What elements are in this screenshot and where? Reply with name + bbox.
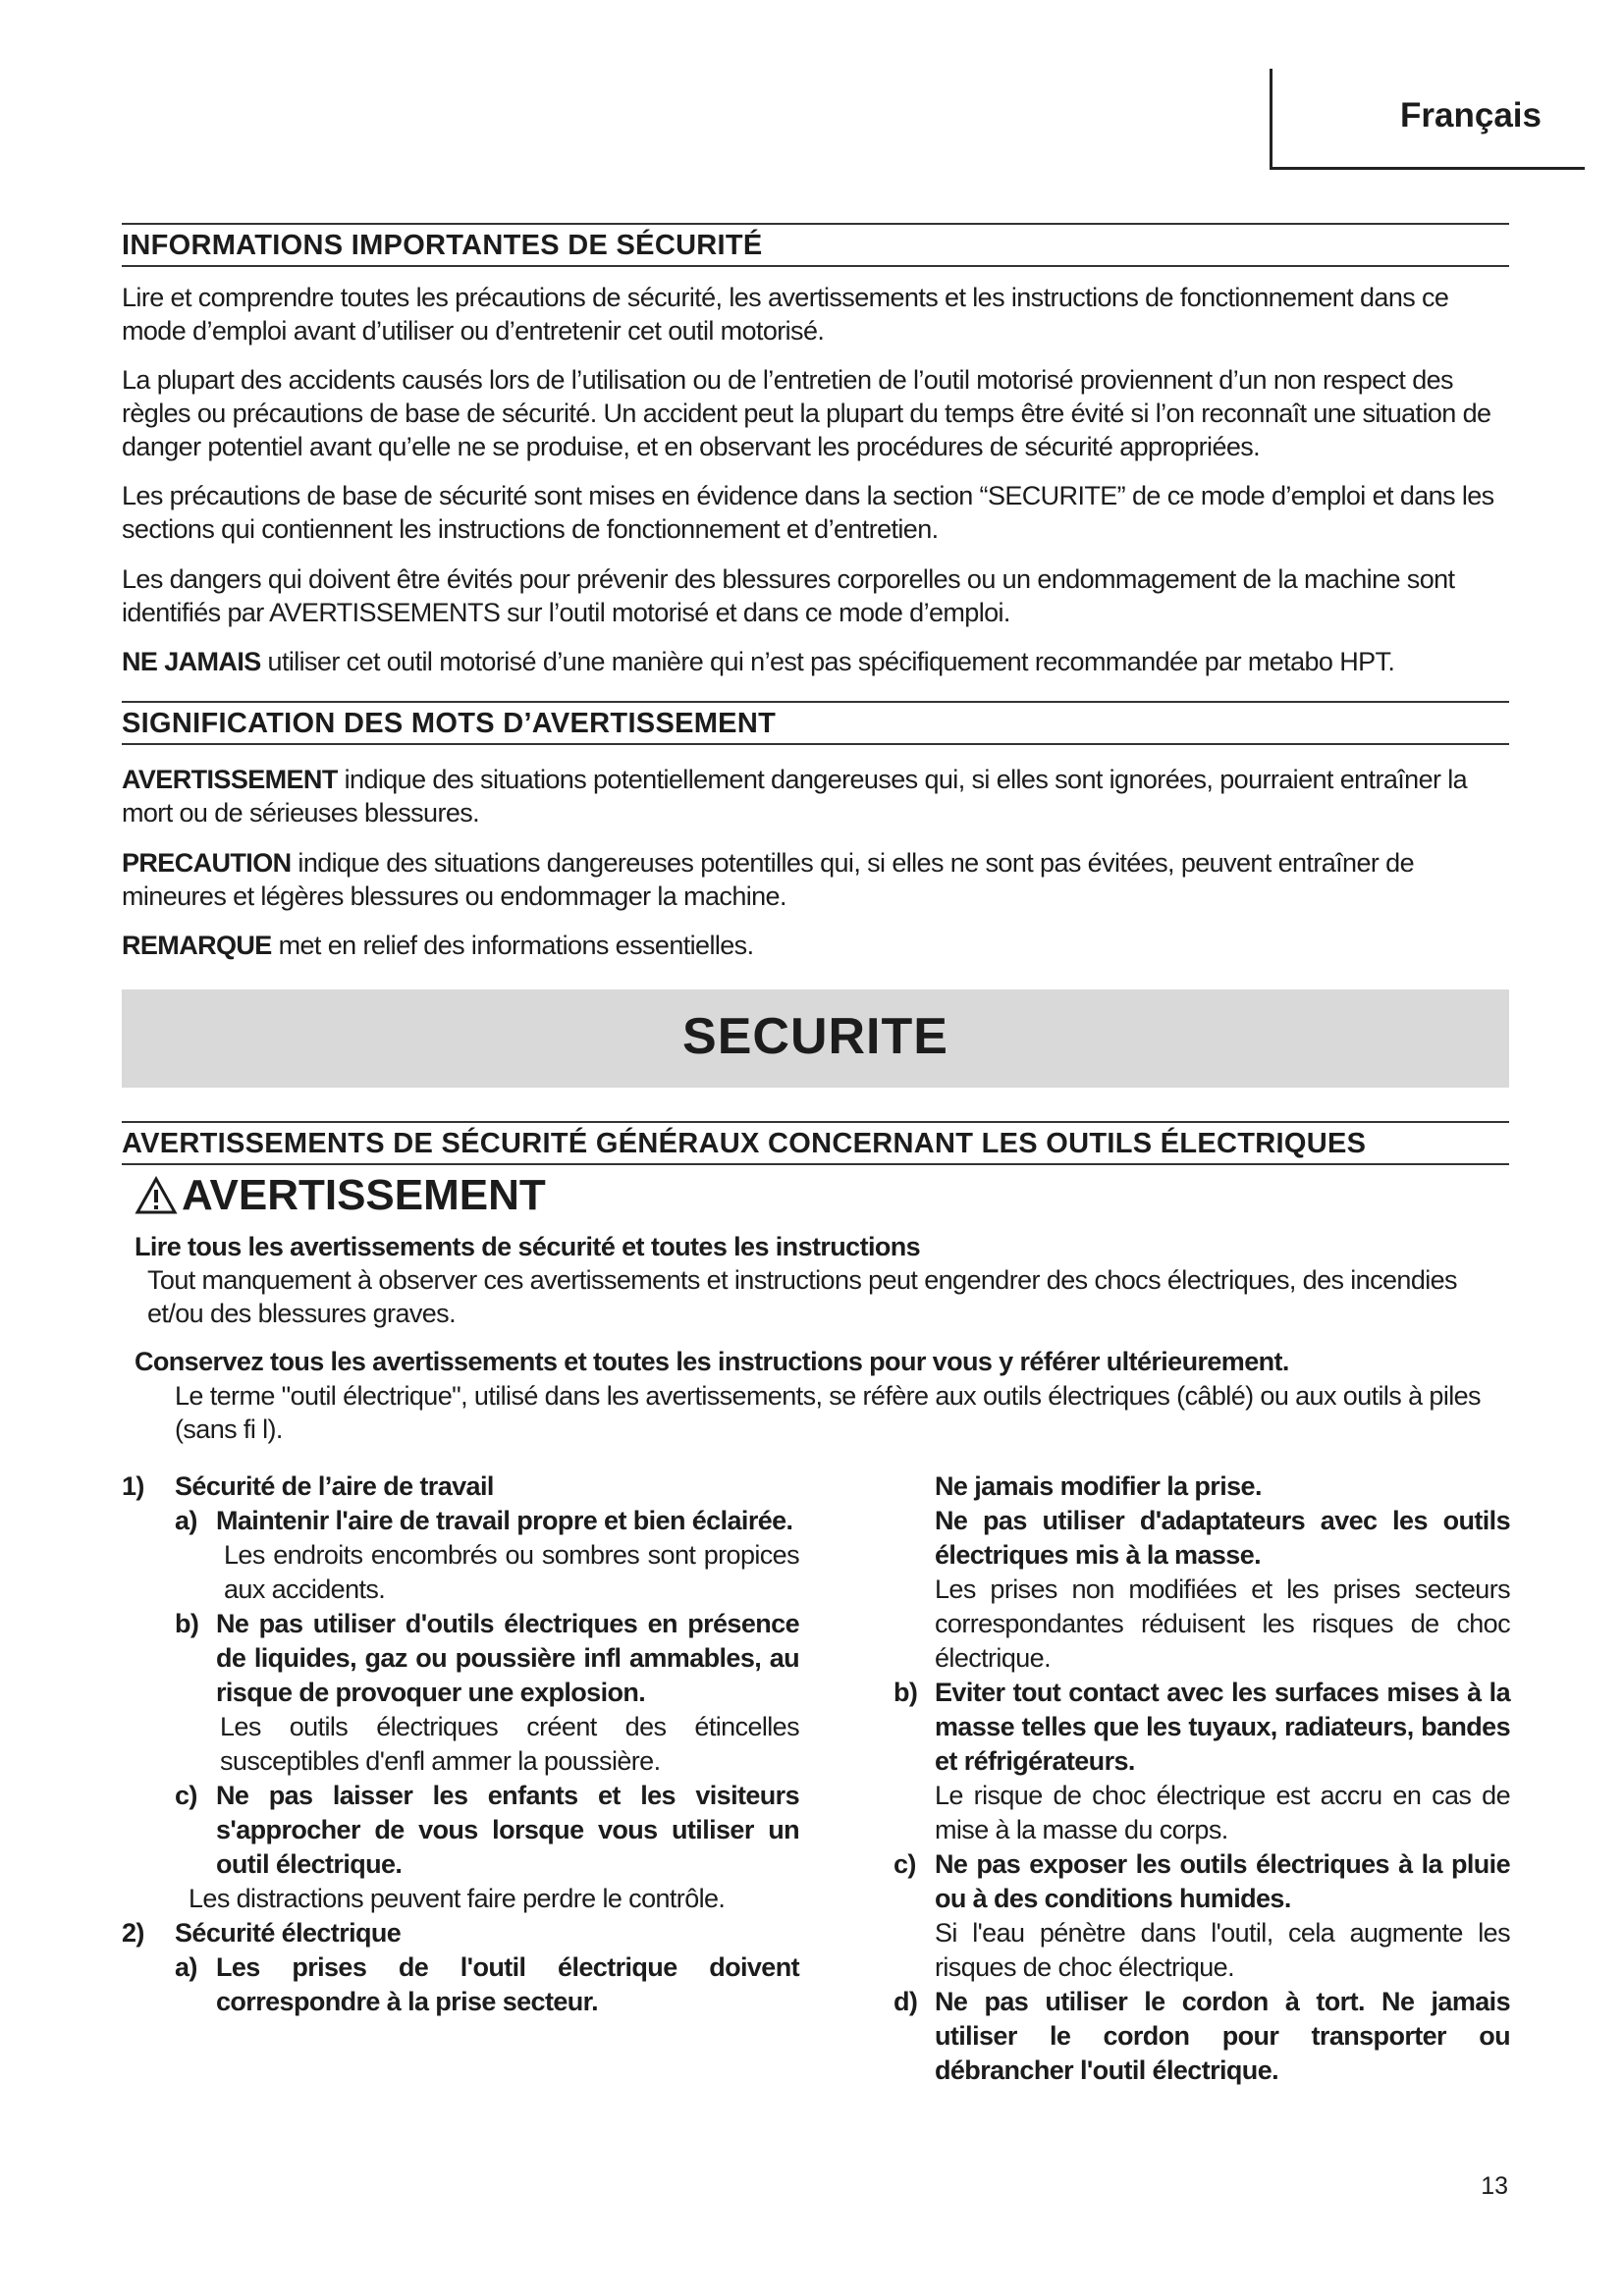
item-number: 2) <box>122 1918 144 1948</box>
emphasis: AVERTISSEMENT <box>122 765 338 794</box>
sub-item-c <box>175 1779 799 1882</box>
sub-item-number: a) <box>175 1506 197 1535</box>
paragraph: Lire et comprendre toutes les précautions de sécurité, les avertissements et les instructions de fonctionnement dans ce mode d’emploi avant d’utiliser ou d’entretenir cet outil motorisé. <box>122 283 1449 346</box>
sub-item-title: Ne pas exposer les outils électriques à la pluie ou à des conditions humides. <box>935 1849 1510 1913</box>
read-instructions-body: Tout manquement à observer ces avertissements et instructions peut engendrer des chocs électriques, des incendies et/ou des blessures graves. <box>147 1265 1457 1328</box>
emphasis: NE JAMAIS <box>122 647 261 676</box>
sub-item-title: Ne pas utiliser le cordon à tort. Ne jamais utiliser le cordon pour transporter ou débrancher l'outil électrique. <box>935 1987 1510 2085</box>
paragraph-text: utiliser cet outil motorisé d’une manière qui n’est pas spécifiquement recommandée par metabo HPT. <box>260 647 1395 676</box>
paragraph: Les précautions de base de sécurité sont mises en évidence dans la section “SECURITE” de ce mode d’emploi et dans les sections qui contiennent les instructions de fonctionnement et d’entretien. <box>122 481 1494 544</box>
sub-item-body: Les endroits encombrés ou sombres sont propices aux accidents. <box>224 1540 799 1604</box>
sub-item-body: Si l'eau pénètre dans l'outil, cela augmente les risques de choc électrique. <box>935 1918 1510 1982</box>
item-body: Les prises non modifiées et les prises secteurs correspondantes réduisent les risques de choc électrique. <box>935 1575 1510 1673</box>
sub-list <box>122 1504 799 1916</box>
paragraph-text: met en relief des informations essentielles. <box>271 931 754 960</box>
item-number: 1) <box>122 1471 144 1501</box>
sub-item-a <box>175 1950 799 2019</box>
sub-item-c <box>893 1847 1510 1916</box>
keep-instructions-body: Le terme "outil électrique", utilisé dans les avertissements, se réfère aux outils électriques (câblé) ou aux outils à piles (sans fi l). <box>175 1381 1481 1444</box>
item-title: Ne pas utiliser d'adaptateurs avec les outils électriques mis à la masse. <box>935 1506 1510 1570</box>
sub-item-body: Le risque de choc électrique est accru en cas de mise à la masse du corps. <box>935 1781 1510 1844</box>
safety-banner <box>122 989 1509 1088</box>
paragraph: Les dangers qui doivent être évités pour prévenir des blessures corporelles ou un endommagement de la machine sont identifiés par AVERTISSEMENTS sur l’outil motorisé et dans ce mode d’emploi. <box>122 564 1455 627</box>
banner-title: SECURITE <box>682 1008 948 1065</box>
sub-item-a <box>175 1504 799 1538</box>
emphasis: REMARQUE <box>122 931 272 960</box>
sub-item-number: a) <box>175 1952 197 1982</box>
paragraph-note-def <box>122 929 1509 962</box>
sub-item-number: c) <box>893 1849 916 1879</box>
sub-item-b <box>175 1607 799 1710</box>
paragraph-text: indique des situations potentiellement dangereuses qui, si elles sont ignorées, pourraient entraîner la mort ou de sérieuses blessures. <box>122 765 1468 828</box>
right-column <box>893 1469 1510 2088</box>
paragraph-warning-def <box>122 763 1509 829</box>
warning-triangle-icon <box>135 1176 178 1215</box>
sub-item-number: d) <box>893 1987 918 2016</box>
sub-item-title: Maintenir l'aire de travail propre et bien éclairée. <box>216 1506 793 1535</box>
read-instructions-title: Lire tous les avertissements de sécurité et toutes les instructions <box>135 1232 921 1261</box>
warning-heading <box>135 1171 546 1220</box>
sub-item-body: Les distractions peuvent faire perdre le contrôle. <box>189 1884 726 1913</box>
page-number: 13 <box>1481 2172 1508 2200</box>
sub-item-title: Ne pas laisser les enfants et les visiteurs s'approcher de vous lorsque vous utiliser un outil électrique. <box>216 1781 799 1879</box>
paragraph-never <box>122 645 1509 678</box>
item-title: Ne jamais modifier la prise. <box>935 1471 1262 1501</box>
left-column <box>122 1469 799 2019</box>
section-title-important-info: INFORMATIONS IMPORTANTES DE SÉCURITÉ <box>122 223 1509 267</box>
keep-instructions-title: Conservez tous les avertissements et toutes les instructions pour vous y référer ultérieurement. <box>135 1347 1289 1376</box>
paragraph-text: indique des situations dangereuses potentilles qui, si elles ne sont pas évitées, peuvent entraîner de mineures et légères blessures ou endommager la machine. <box>122 848 1415 911</box>
sub-item-number: b) <box>893 1678 918 1707</box>
sub-item-number: b) <box>175 1609 199 1638</box>
sub-item-title: Ne pas utiliser d'outils électriques en présence de liquides, gaz ou poussière infl ammables, au risque de provoquer une explosion. <box>216 1609 799 1707</box>
item-title: Sécurité de l’aire de travail <box>175 1471 494 1501</box>
section-title-signal-words: SIGNIFICATION DES MOTS D’AVERTISSEMENT <box>122 701 1509 745</box>
sub-item-body: Les outils électriques créent des étincelles susceptibles d'enfl ammer la poussière. <box>220 1712 799 1776</box>
emphasis: PRECAUTION <box>122 848 292 878</box>
language-label: Français <box>1400 96 1542 134</box>
sub-item-number: c) <box>175 1781 197 1810</box>
warning-label: AVERTISSEMENT <box>182 1171 546 1219</box>
section-title-general-warnings: AVERTISSEMENTS DE SÉCURITÉ GÉNÉRAUX CONCERNANT LES OUTILS ÉLECTRIQUES <box>122 1121 1509 1165</box>
paragraph: La plupart des accidents causés lors de l’utilisation ou de l’entretien de l’outil motorisé proviennent d’un non respect des règles ou précautions de base de sécurité. Un accident peut la plupart du temps être évité si l’on reconnaît une situation de danger potentiel avant qu’elle ne se produise, et en observant les procédures de sécurité appropriées. <box>122 365 1491 461</box>
sub-item-d <box>893 1985 1510 2088</box>
list-item-work-area <box>122 1469 799 1504</box>
sub-item-title: Les prises de l'outil électrique doivent correspondre à la prise secteur. <box>216 1952 799 2016</box>
item-title: Sécurité électrique <box>175 1918 402 1948</box>
list-item-electrical <box>122 1916 799 1950</box>
sub-item-b <box>893 1676 1510 1779</box>
sub-list <box>122 1950 799 2019</box>
paragraph-caution-def <box>122 846 1509 913</box>
sub-item-title: Eviter tout contact avec les surfaces mises à la masse telles que les tuyaux, radiateurs, bandes et réfrigérateurs. <box>935 1678 1510 1776</box>
